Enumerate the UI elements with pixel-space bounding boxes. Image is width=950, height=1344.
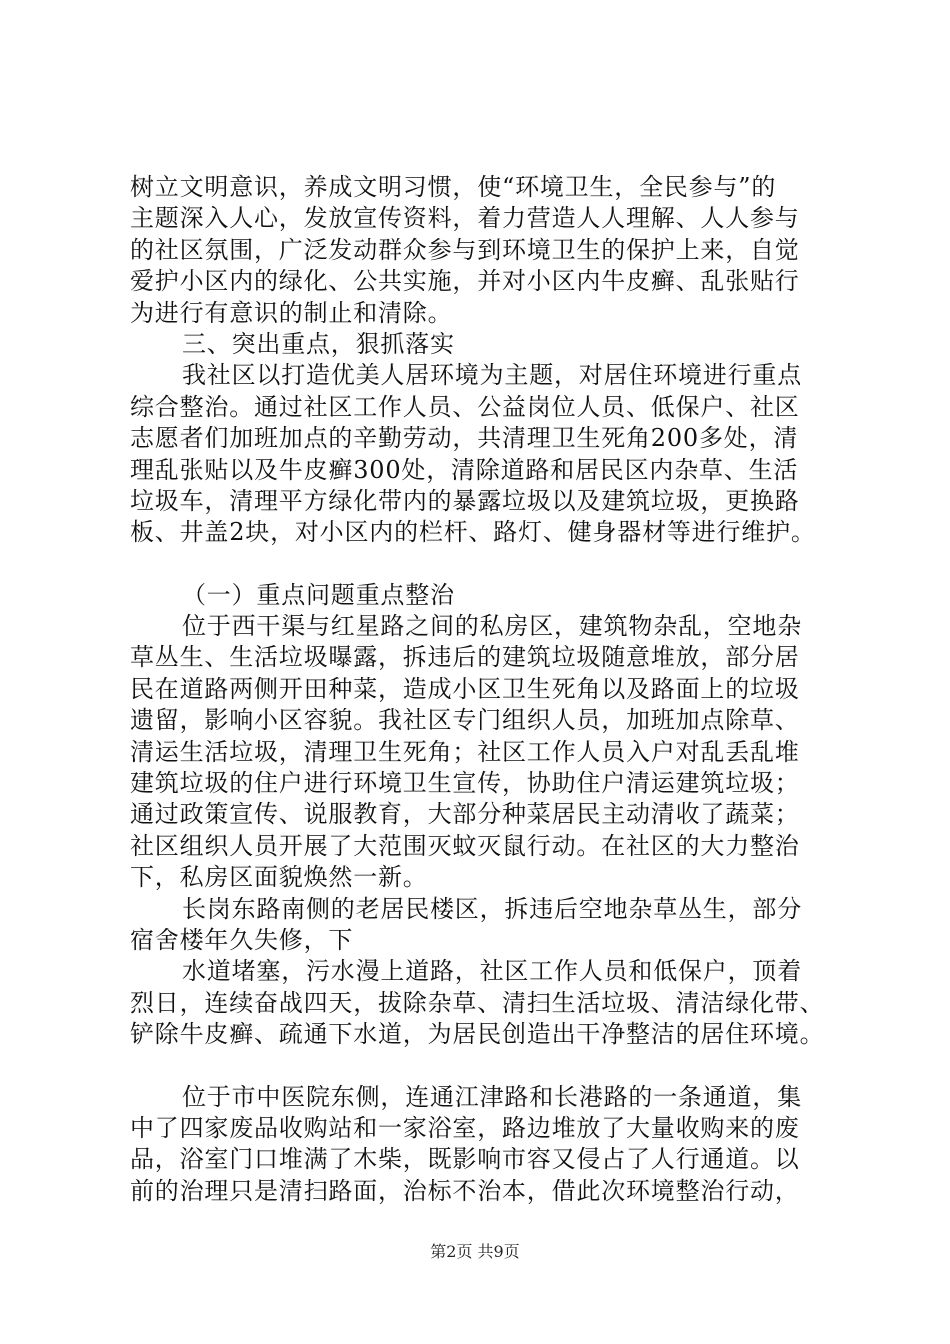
text-line: 草丛生、生活垃圾曝露，拆违后的建筑垃圾随意堆放，部分居	[130, 643, 800, 672]
text-line: 下，私房区面貌焕然一新。	[130, 863, 428, 892]
text-line: 综合整治。通过社区工作人员、公益岗位人员、低保户、社区	[130, 392, 800, 421]
text-line: 我社区以打造优美人居环境为主题，对居住环境进行重点	[182, 361, 802, 390]
text-line: 铲除牛皮癣、疏通下水道，为居民创造出干净整洁的居住环境。	[130, 1020, 825, 1049]
text-line: 位于市中医院东侧，连通江津路和长港路的一条通道，集	[182, 1082, 802, 1111]
text-line: 志愿者们加班加点的辛勤劳动，共清理卫生死角200多处，清	[130, 424, 799, 453]
text-line: 通过政策宣传、说服教育，大部分种菜居民主动清收了蔬菜；	[130, 800, 800, 829]
paragraph-private-housing	[130, 611, 830, 894]
text-line: 位于西干渠与红星路之间的私房区，建筑物杂乱，空地杂	[182, 612, 802, 641]
text-line: 垃圾车，清理平方绿化带内的暴露垃圾以及建筑垃圾，更换路	[130, 486, 800, 515]
subsection-heading: （一）重点问题重点整治	[182, 580, 455, 609]
text-line: 中了四家废品收购站和一家浴室，路边堆放了大量收购来的废	[130, 1113, 800, 1142]
paragraph-key-rectification	[130, 360, 830, 548]
text-line: 民在道路两侧开田种菜，造成小区卫生死角以及路面上的垃圾	[130, 674, 800, 703]
text-line: 品，浴室门口堆满了木柴，既影响市容又侵占了人行通道。以	[130, 1145, 800, 1174]
text-line: 主题深入人心，发放宣传资料，着力营造人人理解、人人参与	[130, 204, 800, 233]
paragraph-drainage	[130, 956, 830, 1050]
text-line: 社区组织人员开展了大范围灭蚊灭鼠行动。在社区的大力整治	[130, 831, 800, 860]
text-line: 长岗东路南侧的老居民楼区，拆违后空地杂草丛生，部分	[182, 894, 802, 923]
text-line: 理乱张贴以及牛皮癣300处，清除道路和居民区内杂草、生活	[130, 455, 799, 484]
text-line: 前的治理只是清扫路面，治标不治本，借此次环境整治行动，	[130, 1176, 800, 1205]
page-number-footer: 第2页 共9页	[430, 1242, 520, 1261]
paragraph-old-residential	[130, 894, 830, 957]
text-line: 的社区氛围，广泛发动群众参与到环境卫生的保护上来，自觉	[130, 235, 800, 264]
text-line: 建筑垃圾的住户进行环境卫生宣传，协助住户清运建筑垃圾；	[130, 769, 800, 798]
paragraph-hospital-passage	[130, 1082, 830, 1208]
document-body	[130, 172, 830, 1207]
text-line: 爱护小区内的绿化、公共实施，并对小区内牛皮癣、乱张贴行	[130, 267, 800, 296]
section-heading: 三、突出重点，狠抓落实	[182, 329, 455, 358]
text-line: 烈日，连续奋战四天，拔除杂草、清扫生活垃圾、清洁绿化带、	[130, 988, 825, 1017]
text-line: 板、井盖2块，对小区内的栏杆、路灯、健身器材等进行维护。	[130, 518, 816, 547]
text-line: 树立文明意识，养成文明习惯，使“环境卫生，全民参与”的	[130, 173, 777, 201]
text-line: 水道堵塞，污水漫上道路，社区工作人员和低保户，顶着	[182, 957, 802, 986]
text-line: 为进行有意识的制止和清除。	[130, 298, 453, 327]
text-line: 清运生活垃圾，清理卫生死角；社区工作人员入户对乱丢乱堆	[130, 737, 800, 766]
text-line: 宿舍楼年久失修，下	[130, 925, 354, 954]
paragraph-spacer	[130, 549, 830, 580]
paragraph-spacer	[130, 1051, 830, 1082]
text-line: 遗留，影响小区容貌。我社区专门组织人员，加班加点除草、	[130, 706, 800, 735]
paragraph-civilization	[130, 172, 830, 329]
